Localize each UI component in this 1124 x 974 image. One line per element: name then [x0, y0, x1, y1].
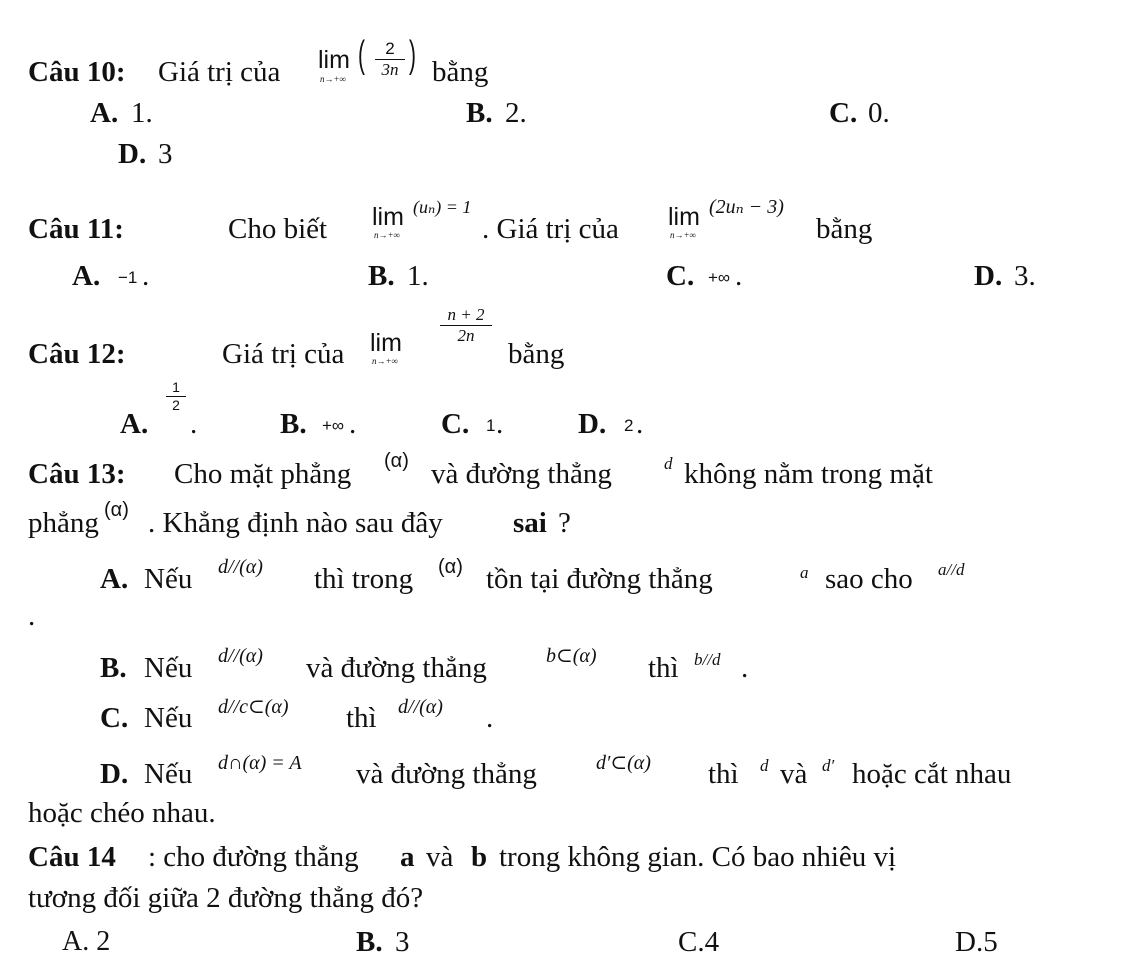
- q13-option-a-expr-1: d//(α): [218, 556, 263, 578]
- q13-emphasis-sai: sai: [513, 507, 547, 539]
- q13-text-2: và đường thẳng: [431, 458, 612, 490]
- q10-title: Câu 10:: [28, 56, 126, 88]
- q12-option-c-dot: .: [496, 408, 504, 440]
- q12-prefix: Giá trị của: [222, 338, 345, 370]
- q10-option-d-label: D.: [118, 138, 147, 170]
- q11-prefix: Cho biết: [228, 213, 328, 245]
- q13-text-1: Cho mặt phẳng: [174, 458, 352, 490]
- q13-option-d-text-4: hoặc cắt nhau: [852, 758, 1012, 790]
- q10-paren-close: ): [409, 34, 416, 76]
- q11-limit-1: [372, 203, 404, 240]
- q13-option-c-label: C.: [100, 702, 129, 734]
- q10-option-a-label: A.: [90, 97, 119, 129]
- q10-prefix: Giá trị của: [158, 56, 281, 88]
- q13-option-c-dot: .: [486, 702, 494, 734]
- q11-title: Câu 11:: [28, 213, 124, 245]
- q13-option-a-label: A.: [100, 563, 129, 595]
- q13-option-a-alpha: (α): [438, 556, 463, 578]
- q10-paren-open: (: [358, 34, 365, 76]
- q12-option-d-dot: .: [636, 408, 644, 440]
- q13-option-b-expr-2: b⊂(α): [546, 645, 597, 667]
- q10-option-c: 0.: [868, 97, 890, 129]
- q13-option-d-text-2: thì: [708, 758, 739, 790]
- q13-option-b-expr-1: d//(α): [218, 645, 263, 667]
- q12-option-d-label: D.: [578, 408, 607, 440]
- q13-alpha-2: (α): [104, 499, 129, 521]
- q13-title: Câu 13:: [28, 458, 126, 490]
- q11-option-d-label: D.: [974, 260, 1003, 292]
- q12-option-d: 2: [624, 416, 634, 435]
- q14-option-d: D.5: [955, 926, 998, 958]
- q12-option-b-label: B.: [280, 408, 307, 440]
- q13-option-b-expr-3: b//d: [694, 650, 721, 669]
- q13-text-5: . Khẳng định nào sau đây: [148, 507, 443, 539]
- q13-var-d: d: [664, 454, 673, 473]
- q14-var-a: a: [400, 841, 415, 873]
- q12-option-a-dot: .: [190, 408, 198, 440]
- q13-option-d-text-5: hoặc chéo nhau.: [28, 797, 216, 829]
- lim-subscript: n→+∞: [374, 230, 400, 240]
- q11-option-a: −1: [118, 268, 138, 287]
- q13-option-d-text-1: và đường thẳng: [356, 758, 537, 790]
- q14-var-b: b: [471, 841, 488, 873]
- lim-word: lim: [668, 203, 700, 231]
- q14-text-2: và: [426, 841, 454, 873]
- denominator: 2: [172, 396, 180, 413]
- q11-option-b: 1.: [407, 260, 429, 292]
- q13-text-4: phẳng: [28, 507, 99, 539]
- q11-option-b-label: B.: [368, 260, 395, 292]
- q13-option-b-label: B.: [100, 652, 127, 684]
- q13-option-a-text-3: sao cho: [825, 563, 913, 595]
- numerator: n + 2: [447, 305, 485, 324]
- lim-word: lim: [370, 329, 402, 357]
- q10-limit: [318, 46, 350, 84]
- q11-option-c-label: C.: [666, 260, 695, 292]
- q14-text-1: : cho đường thẳng: [148, 841, 359, 873]
- q13-option-d-text-3: và: [780, 758, 808, 790]
- q10-fraction: [375, 40, 405, 79]
- q12-limit: [370, 329, 402, 366]
- q13-text-3: không nằm trong mặt: [684, 458, 933, 490]
- q13-option-a-dot: .: [28, 600, 36, 632]
- lim-subscript: n→+∞: [372, 356, 398, 366]
- q11-option-c-dot: .: [735, 260, 743, 292]
- q11-option-a-label: A.: [72, 260, 101, 292]
- q13-option-c-if: Nếu: [144, 702, 193, 734]
- q13-option-b-dot: .: [741, 652, 749, 684]
- q13-option-b-text-1: và đường thẳng: [306, 652, 487, 684]
- lim-subscript: n→+∞: [670, 230, 696, 240]
- q12-option-b-dot: .: [349, 408, 357, 440]
- q11-expr-1: (uₙ) = 1: [413, 197, 472, 217]
- q10-suffix: bằng: [432, 56, 489, 88]
- q10-option-a: 1.: [131, 97, 153, 129]
- q13-option-c-text-1: thì: [346, 702, 377, 734]
- q13-option-d-if: Nếu: [144, 758, 193, 790]
- lim-subscript: n→+∞: [320, 74, 346, 84]
- numerator: 1: [172, 379, 180, 395]
- q13-alpha: (α): [384, 450, 409, 472]
- denominator: 3n: [381, 59, 399, 79]
- q13-option-a-if: Nếu: [144, 563, 193, 595]
- numerator: 2: [385, 39, 395, 58]
- q14-text-4: tương đối giữa 2 đường thẳng đó?: [28, 882, 424, 914]
- q14-option-b-label: B.: [356, 926, 383, 958]
- q13-option-c-expr-2: d//(α): [398, 696, 443, 718]
- q13-option-d-var-d: d: [760, 756, 769, 775]
- q14-option-b: 3: [395, 926, 410, 958]
- q12-option-c-label: C.: [441, 408, 470, 440]
- q13-question-mark: ?: [558, 507, 571, 539]
- q13-option-c-expr-1: d//c⊂(α): [218, 696, 289, 718]
- q13-option-a-text-1: thì trong: [314, 563, 414, 595]
- q13-option-d-expr-2: d′⊂(α): [596, 752, 651, 774]
- q13-option-d-expr-1: d∩(α) = A: [218, 752, 302, 774]
- q14-option-c: C.4: [678, 926, 720, 958]
- q12-option-b: +∞: [322, 416, 345, 435]
- q13-option-d-label: D.: [100, 758, 129, 790]
- q11-option-d: 3.: [1014, 260, 1036, 292]
- lim-word: lim: [318, 46, 350, 74]
- q11-option-c: +∞: [708, 268, 731, 287]
- q13-option-b-text-2: thì: [648, 652, 679, 684]
- q10-option-b-label: B.: [466, 97, 493, 129]
- lim-word: lim: [372, 203, 404, 231]
- q13-option-a-expr-2: a//d: [938, 560, 965, 579]
- q11-limit-2: [668, 203, 700, 240]
- q11-expr-2: (2uₙ − 3): [709, 196, 784, 218]
- q13-option-a-text-2: tồn tại đường thẳng: [486, 563, 713, 595]
- q12-option-a-label: A.: [120, 408, 149, 440]
- q11-option-a-dot: .: [142, 260, 150, 292]
- q13-option-b-if: Nếu: [144, 652, 193, 684]
- q14-text-3: trong không gian. Có bao nhiêu vị: [499, 841, 897, 873]
- q12-option-a-fraction: [166, 380, 186, 412]
- q13-option-d-var-d-prime: d′: [822, 756, 835, 775]
- q11-middle: . Giá trị của: [482, 213, 619, 245]
- q14-title: Câu 14: [28, 841, 116, 873]
- q11-suffix: bằng: [816, 213, 873, 245]
- q12-title: Câu 12:: [28, 338, 126, 370]
- q12-suffix: bằng: [508, 338, 565, 370]
- denominator: 2n: [457, 325, 475, 345]
- q14-option-a: A. 2: [62, 926, 111, 957]
- q10-option-c-label: C.: [829, 97, 858, 129]
- q10-option-b: 2.: [505, 97, 527, 129]
- q12-fraction: [440, 306, 492, 345]
- q12-option-c: 1: [486, 416, 496, 435]
- q13-option-a-var-a: a: [800, 563, 809, 582]
- q10-option-d: 3: [158, 138, 173, 170]
